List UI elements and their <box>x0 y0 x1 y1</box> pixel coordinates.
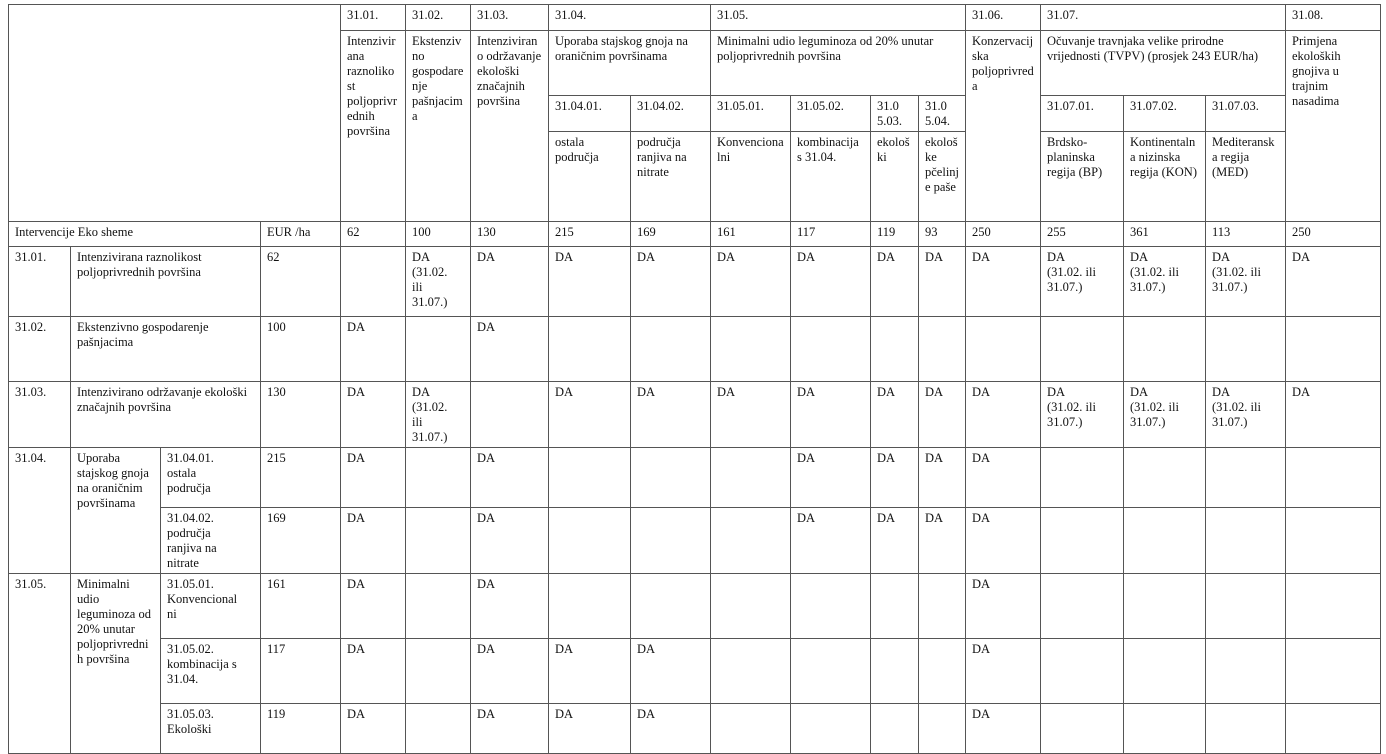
compat-cell <box>1124 639 1206 704</box>
header-subname: Mediteranska regija (MED) <box>1206 132 1286 222</box>
table-row <box>9 704 1381 754</box>
compat-cell <box>1206 317 1286 382</box>
group-name: Uporaba stajskog gnoja na oraničnim površinama <box>71 448 161 574</box>
header-code: 31.07. <box>1041 5 1286 31</box>
compat-cell: DA <box>966 508 1041 574</box>
group-code: 31.05. <box>9 574 71 754</box>
compat-cell: DA <box>341 704 406 754</box>
header-name: Primjena ekoloških gnojiva u trajnim nasadima <box>1286 31 1381 222</box>
eur-value: 117 <box>791 222 871 247</box>
compat-cell: DA <box>341 639 406 704</box>
compat-cell: DA <box>471 508 549 574</box>
header-subcode: 31.07.03. <box>1206 96 1286 132</box>
compat-cell <box>549 317 631 382</box>
compat-cell <box>1286 317 1381 382</box>
eur-value: 130 <box>471 222 549 247</box>
compat-cell: DA <box>966 574 1041 639</box>
compat-cell <box>406 574 471 639</box>
table-row <box>9 317 1381 382</box>
compat-cell <box>791 639 871 704</box>
compat-cell: DA <box>549 382 631 448</box>
compat-cell <box>791 317 871 382</box>
compat-cell <box>1041 574 1124 639</box>
compat-cell: DA <box>791 448 871 508</box>
header-code: 31.05. <box>711 5 966 31</box>
row-eur: 130 <box>261 382 341 448</box>
header-subcode: 31.05.01. <box>711 96 791 132</box>
header-code: 31.01. <box>341 5 406 31</box>
header-name: Intenzivirana raznolikost poljoprivrednih površina <box>341 31 406 222</box>
table-row <box>9 508 1381 574</box>
header-subname: Kontinentalna nizinska regija (KON) <box>1124 132 1206 222</box>
compat-cell: DA (31.02. ili 31.07.) <box>406 382 471 448</box>
compat-cell: DA <box>871 382 919 448</box>
header-subname: područja ranjiva na nitrate <box>631 132 711 222</box>
compat-cell: DA (31.02. ili 31.07.) <box>1206 247 1286 317</box>
compat-cell: DA <box>341 448 406 508</box>
compat-cell <box>1286 508 1381 574</box>
compat-cell <box>711 574 791 639</box>
eur-value: 361 <box>1124 222 1206 247</box>
row-eur: 169 <box>261 508 341 574</box>
row-eur: 100 <box>261 317 341 382</box>
compat-cell <box>549 508 631 574</box>
compat-cell: DA <box>711 382 791 448</box>
compat-cell: DA <box>966 382 1041 448</box>
compat-cell: DA <box>871 508 919 574</box>
compat-cell <box>406 448 471 508</box>
compat-cell <box>1124 317 1206 382</box>
compat-cell <box>471 382 549 448</box>
compat-cell: DA <box>471 448 549 508</box>
compat-cell <box>919 317 966 382</box>
compat-cell <box>1041 508 1124 574</box>
eur-value: 250 <box>966 222 1041 247</box>
compat-cell: DA <box>791 247 871 317</box>
compat-cell <box>711 639 791 704</box>
row-name: Ekstenzivno gospodarenje pašnjacima <box>71 317 261 382</box>
eur-value: 62 <box>341 222 406 247</box>
eur-value: 255 <box>1041 222 1124 247</box>
row-name: Intenzivirana raznolikost poljoprivrednih površina <box>71 247 261 317</box>
compat-cell <box>631 317 711 382</box>
row-subname: 31.05.01. Konvencional ni <box>161 574 261 639</box>
header-name: Konzervacijska poljoprivreda <box>966 31 1041 222</box>
compat-cell <box>1206 639 1286 704</box>
compat-cell <box>711 317 791 382</box>
row-subname: 31.05.03. Ekološki <box>161 704 261 754</box>
compat-cell <box>1124 508 1206 574</box>
compat-cell <box>919 574 966 639</box>
compat-cell: DA <box>471 317 549 382</box>
header-subcode: 31.05.02. <box>791 96 871 132</box>
row-code: 31.03. <box>9 382 71 448</box>
eur-value: 93 <box>919 222 966 247</box>
compat-cell <box>711 508 791 574</box>
compat-cell: DA <box>1286 382 1381 448</box>
compat-cell <box>711 704 791 754</box>
header-subcode: 31.07.01. <box>1041 96 1124 132</box>
compat-cell: DA <box>341 382 406 448</box>
compat-cell: DA <box>791 382 871 448</box>
header-subname: ekološki <box>871 132 919 222</box>
header-subcode: 31.04.02. <box>631 96 711 132</box>
compat-cell: DA <box>1286 247 1381 317</box>
compat-cell: DA <box>631 639 711 704</box>
compat-cell <box>549 448 631 508</box>
row-subname: 31.05.02. kombinacija s 31.04. <box>161 639 261 704</box>
compat-cell <box>631 448 711 508</box>
compat-cell: DA <box>919 382 966 448</box>
row-eur: 215 <box>261 448 341 508</box>
compat-cell: DA <box>966 247 1041 317</box>
compat-cell: DA <box>711 247 791 317</box>
compat-cell: DA <box>631 382 711 448</box>
compat-cell: DA <box>871 247 919 317</box>
compat-cell <box>1206 704 1286 754</box>
compat-cell: DA <box>471 639 549 704</box>
compat-cell: DA <box>966 704 1041 754</box>
table-row <box>9 247 1381 317</box>
header-name: Ekstenzivno gospodarenje pašnjacima <box>406 31 471 222</box>
row-subname: 31.04.01. ostala područja <box>161 448 261 508</box>
header-name: Uporaba stajskog gnoja na oraničnim površinama <box>549 31 711 96</box>
compat-cell <box>1286 448 1381 508</box>
compat-cell <box>1041 639 1124 704</box>
corner-cell <box>9 5 341 222</box>
eur-value: 161 <box>711 222 791 247</box>
compat-cell: DA <box>631 704 711 754</box>
header-subname: Brdsko-planinska regija (BP) <box>1041 132 1124 222</box>
row-subname: 31.04.02. područja ranjiva na nitrate <box>161 508 261 574</box>
compat-cell: DA <box>919 448 966 508</box>
row-eur: 62 <box>261 247 341 317</box>
header-subcode: 31.0 5.03. <box>871 96 919 132</box>
compat-cell <box>871 704 919 754</box>
compat-cell <box>919 639 966 704</box>
header-subcode: 31.04.01. <box>549 96 631 132</box>
header-subcode: 31.0 5.04. <box>919 96 966 132</box>
compat-cell: DA <box>919 508 966 574</box>
compat-cell: DA <box>549 639 631 704</box>
compat-cell <box>1206 574 1286 639</box>
header-code: 31.06. <box>966 5 1041 31</box>
compat-cell: DA <box>631 247 711 317</box>
row-code: 31.02. <box>9 317 71 382</box>
compat-cell: DA <box>471 574 549 639</box>
row-eur: 119 <box>261 704 341 754</box>
compat-cell <box>919 704 966 754</box>
compat-cell <box>1124 448 1206 508</box>
compat-cell: DA (31.02. ili 31.07.) <box>1041 247 1124 317</box>
compat-cell <box>406 704 471 754</box>
compat-cell <box>341 247 406 317</box>
compat-cell: DA (31.02. ili 31.07.) <box>1206 382 1286 448</box>
compat-cell <box>1041 448 1124 508</box>
table-row <box>9 448 1381 508</box>
compat-cell <box>1124 704 1206 754</box>
row-eur: 117 <box>261 639 341 704</box>
header-name: Minimalni udio leguminoza od 20% unutar poljoprivrednih površina <box>711 31 966 96</box>
compat-cell <box>1286 574 1381 639</box>
header-subname: ekološke pčelinje paše <box>919 132 966 222</box>
eur-value: 113 <box>1206 222 1286 247</box>
compat-cell <box>871 639 919 704</box>
eur-value: 119 <box>871 222 919 247</box>
compat-cell <box>631 508 711 574</box>
group-code: 31.04. <box>9 448 71 574</box>
header-subname: ostala područja <box>549 132 631 222</box>
compat-cell: DA (31.02. ili 31.07.) <box>1041 382 1124 448</box>
header-code: 31.08. <box>1286 5 1381 31</box>
compat-cell: DA <box>341 317 406 382</box>
eur-row-label: Intervencije Eko sheme <box>9 222 261 247</box>
header-code: 31.02. <box>406 5 471 31</box>
compat-cell <box>1286 704 1381 754</box>
compat-cell: DA <box>919 247 966 317</box>
eur-value: 169 <box>631 222 711 247</box>
compat-cell: DA <box>966 448 1041 508</box>
compat-cell <box>711 448 791 508</box>
header-subname: kombinacija s 31.04. <box>791 132 871 222</box>
row-eur: 161 <box>261 574 341 639</box>
compat-cell: DA <box>341 508 406 574</box>
compat-cell <box>1286 639 1381 704</box>
compat-cell <box>1124 574 1206 639</box>
compat-cell <box>406 317 471 382</box>
header-name: Očuvanje travnjaka velike prirodne vrijednosti (TVPV) (prosjek 243 EUR/ha) <box>1041 31 1286 96</box>
compat-cell <box>966 317 1041 382</box>
compat-cell: DA <box>341 574 406 639</box>
row-code: 31.01. <box>9 247 71 317</box>
compat-cell: DA (31.02. ili 31.07.) <box>1124 247 1206 317</box>
compat-cell: DA <box>549 704 631 754</box>
compat-cell <box>791 704 871 754</box>
header-subname: Konvencionalni <box>711 132 791 222</box>
compat-cell: DA (31.02. ili 31.07.) <box>406 247 471 317</box>
compat-cell: DA <box>471 247 549 317</box>
compat-cell: DA <box>791 508 871 574</box>
compat-cell: DA <box>871 448 919 508</box>
table-row <box>9 639 1381 704</box>
header-name: Intenzivirano održavanje ekološki značajnih površina <box>471 31 549 222</box>
eur-value: 100 <box>406 222 471 247</box>
compat-cell <box>631 574 711 639</box>
table-row <box>9 574 1381 639</box>
compat-cell <box>406 508 471 574</box>
eur-value: 250 <box>1286 222 1381 247</box>
compat-cell: DA <box>549 247 631 317</box>
compat-cell: DA <box>966 639 1041 704</box>
compat-cell <box>549 574 631 639</box>
compat-cell: DA (31.02. ili 31.07.) <box>1124 382 1206 448</box>
compat-cell <box>1041 317 1124 382</box>
compat-cell <box>871 317 919 382</box>
compat-cell <box>871 574 919 639</box>
header-code: 31.04. <box>549 5 711 31</box>
row-name: Intenzivirano održavanje ekološki značajnih površina <box>71 382 261 448</box>
compat-cell <box>1206 448 1286 508</box>
compat-cell <box>406 639 471 704</box>
eur-unit: EUR /ha <box>261 222 341 247</box>
compat-cell <box>791 574 871 639</box>
compat-cell: DA <box>471 704 549 754</box>
table-row <box>9 382 1381 448</box>
compat-cell <box>1041 704 1124 754</box>
compat-cell <box>1206 508 1286 574</box>
eur-value: 215 <box>549 222 631 247</box>
eco-schemes-compatibility-table <box>8 4 1381 754</box>
group-name: Minimalni udio leguminoza od 20% unutar poljoprivrednih površina <box>71 574 161 754</box>
header-code: 31.03. <box>471 5 549 31</box>
header-subcode: 31.07.02. <box>1124 96 1206 132</box>
